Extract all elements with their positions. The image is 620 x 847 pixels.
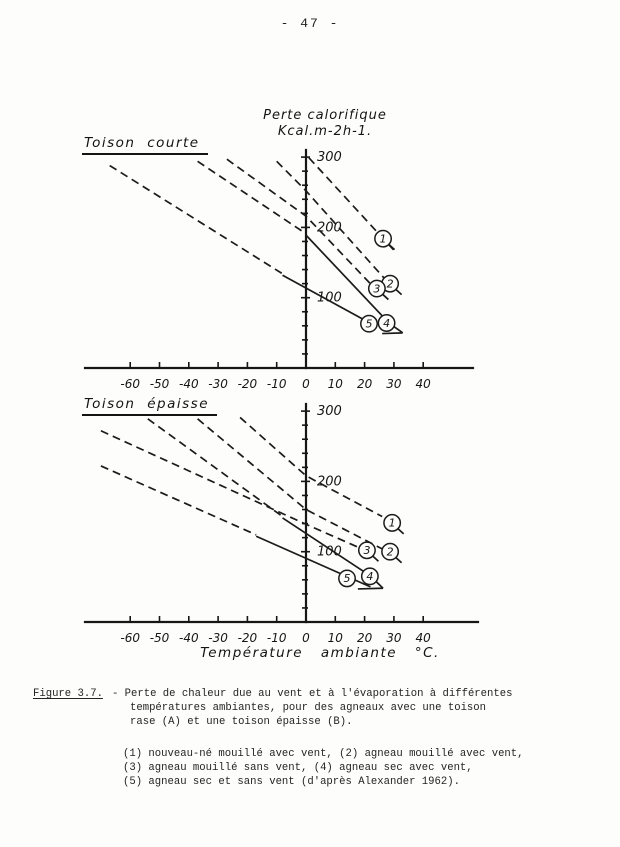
x-tick-label: 20: [356, 631, 373, 645]
x-tick-label: 20: [356, 377, 373, 391]
x-tick-label: 30: [386, 631, 402, 645]
x-tick-label: -50: [149, 631, 170, 645]
series-marker-number: 3: [373, 282, 381, 296]
series-marker-number: 3: [363, 544, 371, 558]
series-marker-number: 1: [388, 516, 396, 530]
series-line-5: [110, 166, 283, 274]
series-marker-number: 5: [365, 317, 373, 331]
marker-tail-3: [383, 295, 389, 300]
caption-line-1: - Perte de chaleur due au vent et à l'évaporation à différentes: [111, 688, 513, 700]
marker-tail-2: [396, 558, 402, 563]
panel-b-label: Toison épaisse: [82, 396, 217, 416]
series-line-4: [382, 333, 403, 334]
chart-panel-B: [85, 404, 478, 645]
x-tick-label: -30: [208, 377, 228, 391]
y-tick-label: 300: [317, 150, 342, 166]
x-tick-label: 10: [327, 377, 343, 391]
series-line-5: [101, 466, 256, 535]
x-tick-label: 40: [415, 631, 431, 645]
chart-title: Perte calorifique: [263, 108, 387, 123]
caption-line-2: températures ambiantes, pour des agneaux avec une toison: [130, 702, 487, 714]
marker-tail-2: [396, 290, 402, 295]
series-marker-number: 2: [386, 277, 394, 291]
page-number: - 47 -: [280, 16, 340, 31]
x-tick-label: 10: [327, 631, 343, 645]
x-tick-label: -40: [178, 377, 199, 391]
legend-line-2: (3) agneau mouillé sans vent, (4) agneau sec avec vent,: [123, 762, 473, 774]
series-marker-number: 2: [386, 545, 394, 559]
series-line-3: [227, 159, 376, 290]
legend-line-3: (5) agneau sec et sans vent (d'après Alexander 1962).: [123, 776, 460, 788]
x-axis-label: Température ambiante °C.: [200, 645, 440, 661]
series-marker-number: 5: [343, 572, 351, 586]
y-tick-label: 100: [317, 290, 342, 306]
x-tick-label: 0: [302, 631, 310, 645]
x-tick-label: -10: [266, 377, 287, 391]
y-tick-label: 100: [317, 544, 342, 560]
panel-a-label: Toison courte: [82, 135, 208, 155]
x-tick-label: -20: [237, 377, 258, 391]
caption-line-3: rase (A) et une toison épaisse (B).: [130, 716, 353, 728]
x-tick-label: -60: [120, 631, 141, 645]
y-tick-label: 300: [317, 404, 342, 420]
figure-label: Figure 3.7.: [33, 688, 103, 700]
legend-line-1: (1) nouveau-né mouillé avec vent, (2) agneau mouillé avec vent,: [123, 748, 524, 760]
chart-title-units: Kcal.m-2h-1.: [277, 124, 373, 139]
marker-tail-3: [373, 556, 379, 561]
marker-tail-1: [398, 529, 404, 534]
x-tick-label: 30: [386, 377, 402, 391]
chart-panel-A: [85, 150, 473, 391]
series-line-4: [148, 419, 283, 517]
x-tick-label: -30: [208, 631, 228, 645]
x-tick-label: 0: [302, 377, 310, 391]
series-marker-number: 1: [379, 232, 387, 246]
x-tick-label: -10: [266, 631, 287, 645]
x-tick-label: -20: [237, 631, 258, 645]
series-marker-number: 4: [366, 570, 374, 584]
y-tick-label: 200: [317, 474, 342, 490]
x-tick-label: -50: [149, 377, 170, 391]
x-tick-label: 40: [415, 377, 431, 391]
series-line-4: [198, 161, 306, 233]
series-line-2: [198, 419, 383, 549]
y-tick-label: 200: [317, 220, 342, 236]
x-tick-label: -60: [120, 377, 141, 391]
x-tick-label: -40: [178, 631, 199, 645]
figure-caption: [33, 687, 593, 789]
series-marker-number: 4: [383, 316, 391, 330]
series-line-4: [358, 588, 383, 589]
figure-legend: [123, 747, 593, 789]
series-line-1: [240, 417, 382, 516]
